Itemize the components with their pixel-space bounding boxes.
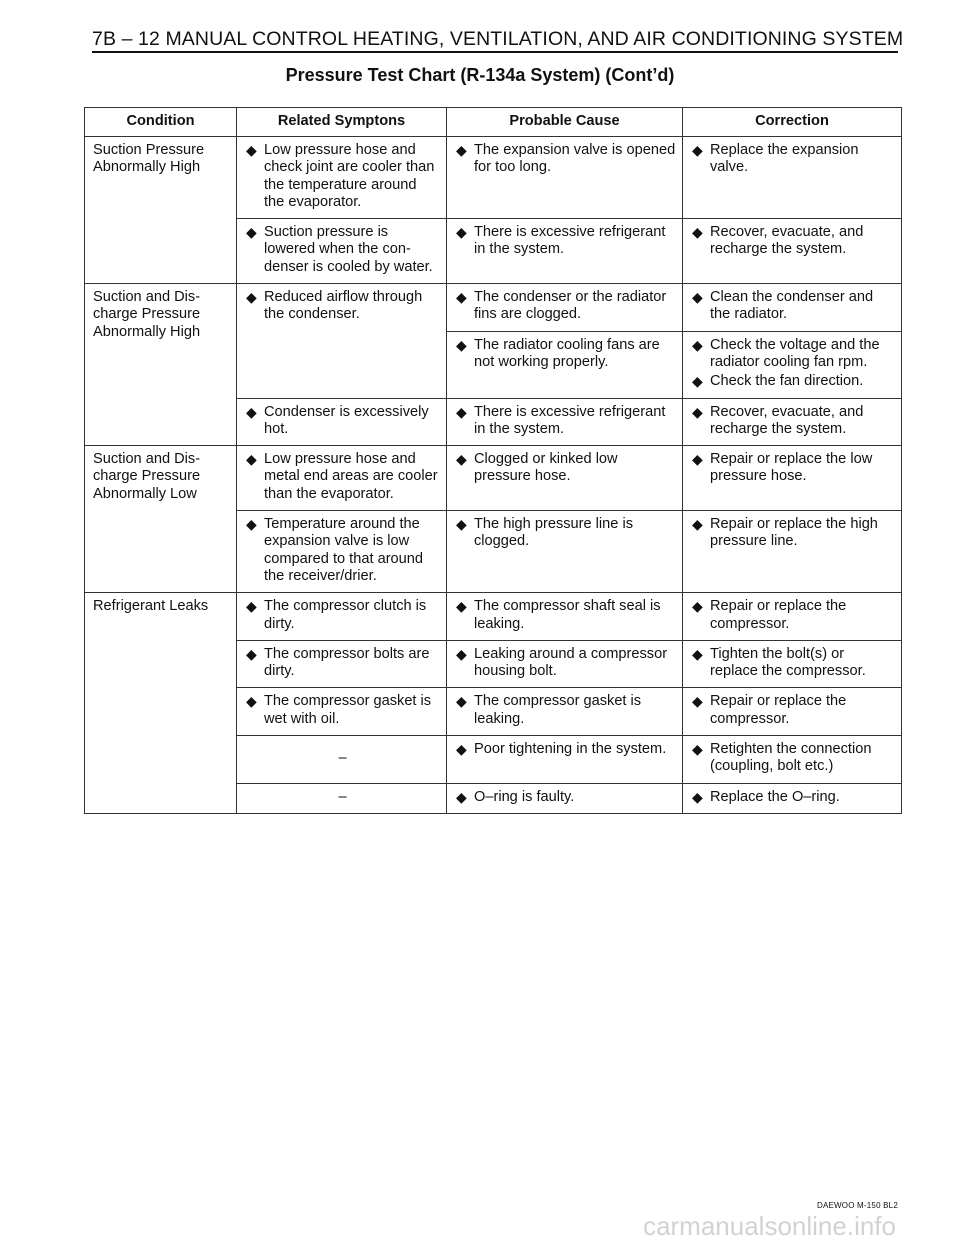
cause-cell: ◆ The condenser or the radiator fins are clogged. <box>447 284 683 332</box>
correction-cell: ◆ Replace the expansion valve. <box>683 137 902 219</box>
bullet-icon: ◆ <box>692 451 703 468</box>
symptom-cell: ◆ Suction pressure is lowered when the con- denser is cooled by water. <box>237 219 447 284</box>
bullet-icon: ◆ <box>692 289 703 306</box>
correction-cell: ◆ Recover, evacuate, and recharge the system. <box>683 219 902 284</box>
condition-cell: Refrigerant Leaks <box>85 593 237 814</box>
symptom-cell: ◆ Temperature around the expansion valve is low compared to that around the receiver/drier. <box>237 511 447 593</box>
correction-cell: ◆ Repair or replace the high pressure line. <box>683 511 902 593</box>
bullet-icon: ◆ <box>456 403 467 420</box>
bullet-icon: ◆ <box>692 788 703 805</box>
bullet-icon: ◆ <box>246 451 257 468</box>
bullet-icon: ◆ <box>456 336 467 353</box>
bullet-icon: ◆ <box>456 693 467 710</box>
bullet-icon: ◆ <box>456 598 467 615</box>
bullet-icon: ◆ <box>692 516 703 533</box>
cause-cell: ◆ The expansion valve is opened for too long. <box>447 137 683 219</box>
bullet-icon: ◆ <box>246 645 257 662</box>
header-divider <box>92 51 898 53</box>
condition-cell: Suction and Dis- charge Pressure Abnormally High <box>85 284 237 446</box>
column-header-correction: Correction <box>683 108 902 137</box>
table-row <box>85 593 902 641</box>
bullet-icon: ◆ <box>456 451 467 468</box>
bullet-icon: ◆ <box>246 693 257 710</box>
bullet-icon: ◆ <box>246 224 257 241</box>
bullet-icon: ◆ <box>456 788 467 805</box>
bullet-icon: ◆ <box>692 403 703 420</box>
cause-cell: ◆ There is excessive refrigerant in the system. <box>447 219 683 284</box>
cause-cell: ◆ Poor tightening in the system. <box>447 736 683 784</box>
watermark: carmanualsonline.info <box>643 1211 896 1241</box>
correction-cell: ◆ Retighten the connection (coupling, bolt etc.) <box>683 736 902 784</box>
symptom-cell: ◆ Low pressure hose and check joint are cooler than the temperature around the evaporator. <box>237 137 447 219</box>
cause-cell: ◆ Leaking around a compressor housing bolt. <box>447 640 683 688</box>
pressure-test-table <box>84 107 902 814</box>
bullet-icon: ◆ <box>456 741 467 758</box>
bullet-icon: ◆ <box>246 142 257 158</box>
bullet-icon: ◆ <box>692 224 703 241</box>
cause-cell: ◆ O–ring is faulty. <box>447 783 683 813</box>
correction-cell: ◆ Repair or replace the compressor. <box>683 688 902 736</box>
table-row <box>85 446 902 511</box>
symptom-cell: ◆ The compressor bolts are dirty. <box>237 640 447 688</box>
table-row <box>85 284 902 332</box>
bullet-icon: ◆ <box>692 336 703 353</box>
cause-cell: ◆ There is excessive refrigerant in the system. <box>447 398 683 446</box>
correction-cell: ◆ Repair or replace the compressor. <box>683 593 902 641</box>
bullet-icon: ◆ <box>456 645 467 662</box>
symptom-cell: ◆ Reduced airflow through the condenser. <box>237 284 447 398</box>
symptom-cell: ◆ The compressor gasket is wet with oil. <box>237 688 447 736</box>
cause-cell: ◆ The compressor shaft seal is leaking. <box>447 593 683 641</box>
correction-cell: ◆ Check the voltage and the radiator cooling fan rpm. ◆ Check the fan direction. <box>683 331 902 398</box>
bullet-icon: ◆ <box>246 289 257 306</box>
correction-cell: ◆ Replace the O–ring. <box>683 783 902 813</box>
symptom-cell: ◆ The compressor clutch is dirty. <box>237 593 447 641</box>
bullet-icon: ◆ <box>456 224 467 241</box>
document-code: DAEWOO M-150 BL2 <box>816 1201 898 1210</box>
cause-cell: ◆ The radiator cooling fans are not working properly. <box>447 331 683 398</box>
correction-cell: ◆ Clean the condenser and the radiator. <box>683 284 902 332</box>
symptom-cell-empty: – <box>237 736 447 784</box>
bullet-icon: ◆ <box>692 373 703 390</box>
table-header-row <box>85 108 902 137</box>
column-header-cause: Probable Cause <box>447 108 683 137</box>
correction-cell: ◆ Tighten the bolt(s) or replace the compressor. <box>683 640 902 688</box>
bullet-icon: ◆ <box>456 142 467 158</box>
correction-cell: ◆ Repair or replace the low pressure hose. <box>683 446 902 511</box>
condition-cell: Suction and Dis- charge Pressure Abnormally Low <box>85 446 237 593</box>
bullet-icon: ◆ <box>246 403 257 420</box>
symptom-cell: ◆ Low pressure hose and metal end areas are cooler than the evaporator. <box>237 446 447 511</box>
bullet-icon: ◆ <box>692 645 703 662</box>
bullet-icon: ◆ <box>246 598 257 615</box>
bullet-icon: ◆ <box>692 741 703 758</box>
cause-cell: ◆ Clogged or kinked low pressure hose. <box>447 446 683 511</box>
cause-cell: ◆ The compressor gasket is leaking. <box>447 688 683 736</box>
column-header-symptoms: Related Symptons <box>237 108 447 137</box>
bullet-icon: ◆ <box>692 598 703 615</box>
correction-cell: ◆ Recover, evacuate, and recharge the system. <box>683 398 902 446</box>
chart-title: Pressure Test Chart (R-134a System) (Cont’d) <box>285 65 675 85</box>
symptom-cell: ◆ Condenser is excessively hot. <box>237 398 447 446</box>
bullet-icon: ◆ <box>456 289 467 306</box>
bullet-icon: ◆ <box>456 516 467 533</box>
table-row <box>85 137 902 219</box>
column-header-condition: Condition <box>85 108 237 137</box>
condition-cell: Suction Pressure Abnormally High <box>85 137 237 284</box>
bullet-icon: ◆ <box>692 693 703 710</box>
page-header-title: 7B – 12 MANUAL CONTROL HEATING, VENTILATION, AND AIR CONDITIONING SYSTEM <box>92 28 904 50</box>
symptom-cell-empty: – <box>237 783 447 813</box>
bullet-icon: ◆ <box>692 142 703 158</box>
cause-cell: ◆ The high pressure line is clogged. <box>447 511 683 593</box>
bullet-icon: ◆ <box>246 516 257 533</box>
